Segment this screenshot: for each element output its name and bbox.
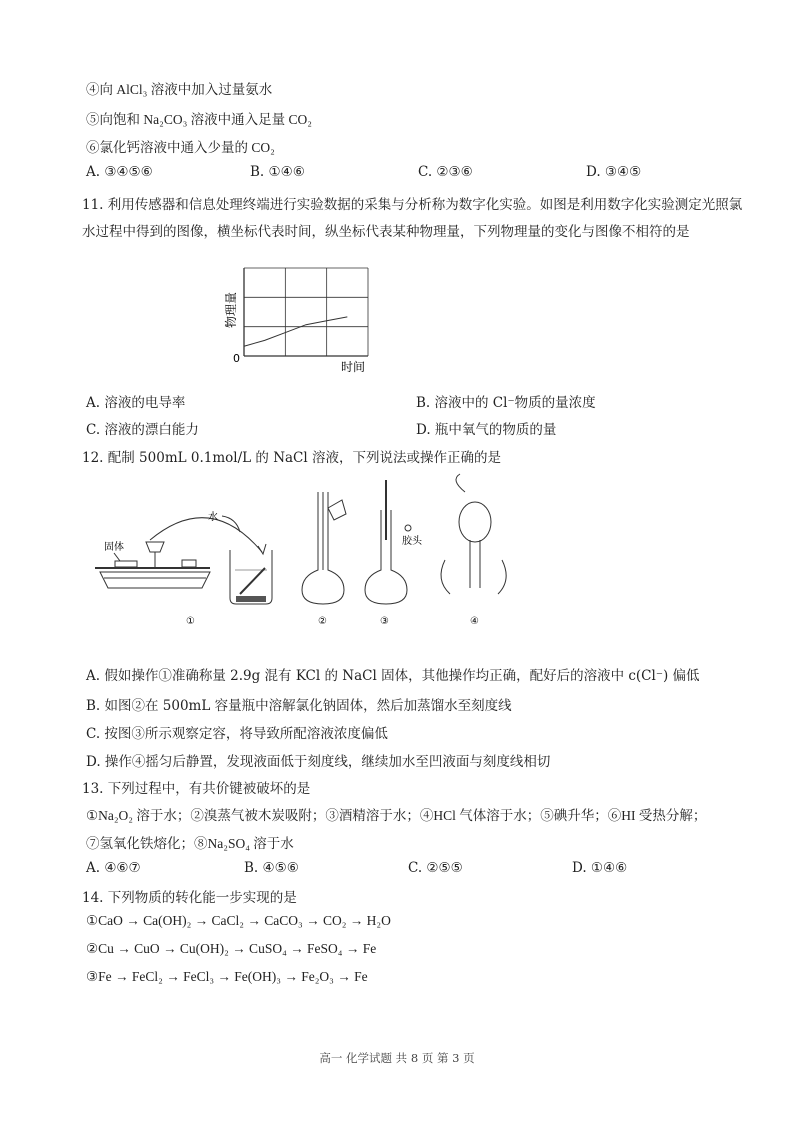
q12-apparatus-figure — [90, 470, 530, 630]
chart-series-line — [244, 317, 347, 346]
label-dropper: 胶头 — [402, 536, 422, 547]
transfer-arrow — [150, 518, 262, 552]
q11-stem-line1: 11. 利用传感器和信息处理终端进行实验数据的采集与分析称为数字化实验。如图是利用数字化实验测定光照氯 — [82, 197, 743, 213]
q10-option-b: B. ①④⑥ — [250, 164, 305, 180]
page-footer: 高一 化学试题 共 8 页 第 3 页 — [319, 1051, 475, 1065]
q11-line-chart — [218, 250, 388, 375]
q14-stem: 14. 下列物质的转化能一步实现的是 — [82, 890, 297, 906]
q13-option-c: C. ②⑤⑤ — [408, 860, 463, 876]
q10-item-4: ④向 AlCl₃ 溶液中加入过量氨水 — [86, 82, 273, 97]
label-solid: 固体 — [104, 542, 124, 553]
q10-item-5: ⑤向饱和 Na₂CO₃ 溶液中通入足量 CO₂ — [86, 112, 312, 127]
q11-stem-line2: 水过程中得到的图像，横坐标代表时间，纵坐标代表某种物理量，下列物理量的变化与图像不相符的是 — [82, 224, 690, 240]
q12-stem: 12. 配制 500mL 0.1mol/L 的 NaCl 溶液，下列说法或操作正确的是 — [82, 450, 501, 466]
q10-item-6: ⑥氯化钙溶液中通入少量的 CO₂ — [86, 140, 275, 155]
q12-option-b: B. 如图②在 500mL 容量瓶中溶解氯化钠固体，然后加蒸馏水至刻度线 — [86, 698, 512, 714]
q14-item-2: ②Cu → CuO → Cu(OH)₂ → CuSO₄ → FeSO₄ → Fe — [86, 941, 377, 956]
chart-xlabel: 时间 — [340, 360, 366, 374]
q13-option-a: A. ④⑥⑦ — [86, 860, 141, 876]
q13-line1: ①Na₂O₂ 溶于水；②溴蒸气被木炭吸附；③酒精溶于水；④HCl 气体溶于水；⑤碘升华；⑥HI 受热分解； — [86, 808, 707, 823]
chart-grid — [244, 268, 368, 356]
q11-option-a: A. 溶液的电导率 — [86, 395, 186, 411]
q13-line2: ⑦氢氧化铁熔化；⑧Na₂SO₄ 溶于水 — [86, 836, 294, 851]
q13-option-d: D. ①④⑥ — [572, 860, 628, 876]
q10-option-c: C. ②③⑥ — [418, 164, 473, 180]
label-n2: ② — [318, 616, 327, 627]
chart-origin: 0 — [233, 352, 240, 365]
beaker-icon — [230, 550, 272, 604]
q14-item-3: ③Fe → FeCl₂ → FeCl₃ → Fe(OH)₃ → Fe₂O₃ → Fe — [86, 969, 368, 984]
q13-option-b: B. ④⑤⑥ — [244, 860, 299, 876]
q12-option-d: D. 操作④摇匀后静置，发现液面低于刻度线，继续加水至凹液面与刻度线相切 — [86, 754, 551, 770]
q11-option-b: B. 溶液中的 Cl⁻物质的量浓度 — [416, 395, 596, 411]
volumetric-flask-2-icon — [302, 492, 346, 604]
q11-option-d: D. 瓶中氧气的物质的量 — [416, 422, 557, 438]
label-n1: ① — [186, 616, 195, 627]
label-water: 水 — [208, 512, 218, 523]
label-n4: ④ — [470, 616, 479, 627]
chart-ylabel: 物理量 — [224, 291, 238, 329]
q11-option-c: C. 溶液的漂白能力 — [86, 422, 199, 438]
q10-option-d: D. ③④⑤ — [586, 164, 642, 180]
q13-stem: 13. 下列过程中，有共价键被破坏的是 — [82, 781, 311, 797]
shaking-flask-icon — [441, 474, 506, 594]
q14-item-1: ①CaO → Ca(OH)₂ → CaCl₂ → CaCO₃ → CO₂ → H₂O — [86, 913, 391, 928]
q12-option-c: C. 按图③所示观察定容，将导致所配溶液浓度偏低 — [86, 726, 388, 742]
q10-option-a: A. ③④⑤⑥ — [86, 164, 153, 180]
q12-option-a: A. 假如操作①准确称量 2.9g 混有 KCl 的 NaCl 固体，其他操作均正确，配好后的溶液中 c(Cl⁻) 偏低 — [86, 668, 700, 684]
label-n3: ③ — [380, 616, 389, 627]
